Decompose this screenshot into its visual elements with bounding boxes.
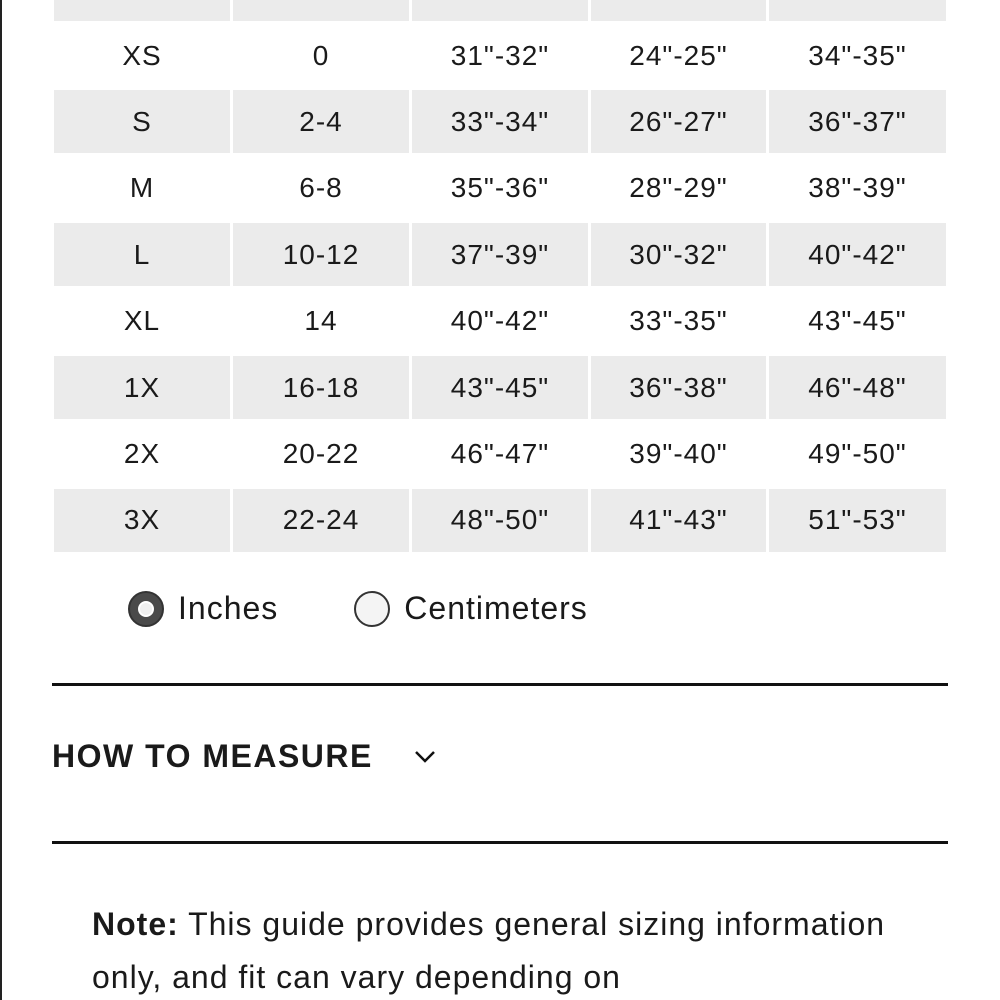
table-cell: 34"-35": [808, 39, 907, 71]
table-cell: [233, 0, 409, 21]
table-cell: 41"-43": [591, 489, 766, 552]
table-cell: 0: [312, 39, 330, 71]
table-row: [54, 354, 946, 420]
table-cell: M: [129, 172, 155, 204]
unit-label-inches: Inches: [178, 590, 279, 626]
radio-unchecked-icon[interactable]: [354, 591, 390, 627]
table-row: [54, 487, 946, 553]
table-cell: 46"-48": [769, 356, 946, 419]
table-cell: 48"-50": [412, 489, 588, 552]
table-row: [54, 222, 946, 288]
table-cell: 30"-32": [591, 223, 766, 286]
table-row: [54, 288, 946, 354]
table-cell: 28"-29": [629, 172, 728, 204]
table-cell: 16-18: [233, 356, 409, 419]
table-cell: XL: [123, 305, 161, 337]
table-cell: 10-12: [233, 223, 409, 286]
table-cell: 2X: [123, 437, 161, 469]
table-cell: 33"-35": [629, 305, 728, 337]
table-cell: L: [54, 223, 230, 286]
table-cell: 43"-45": [808, 305, 907, 337]
unit-toggle: [128, 590, 588, 627]
table-cell: 40"-42": [769, 223, 946, 286]
chevron-down-icon[interactable]: [413, 745, 437, 769]
how-to-measure-toggle[interactable]: [52, 738, 437, 775]
table-cell: 22-24: [233, 489, 409, 552]
unit-option-centimeters[interactable]: [354, 590, 588, 627]
table-cell: 36"-38": [591, 356, 766, 419]
table-row: [54, 0, 946, 22]
table-cell: 14: [304, 305, 338, 337]
table-cell: 33"-34": [412, 90, 588, 153]
table-row: [54, 155, 946, 221]
table-row: [54, 22, 946, 88]
radio-checked-icon[interactable]: [128, 591, 164, 627]
table-cell: 40"-42": [450, 305, 550, 337]
sizing-note: [92, 898, 962, 1000]
how-to-measure-title: HOW TO MEASURE: [52, 738, 373, 774]
note-text: This guide provides general sizing information only, and fit can vary depending on: [92, 906, 886, 995]
table-cell: [54, 0, 230, 21]
table-cell: 46"-47": [450, 437, 550, 469]
table-cell: 20-22: [282, 437, 360, 469]
table-cell: [591, 0, 766, 21]
unit-label-centimeters: Centimeters: [404, 590, 588, 626]
table-cell: 3X: [54, 489, 230, 552]
section-divider: [52, 841, 948, 844]
table-row: [54, 421, 946, 487]
table-cell: XS: [122, 39, 162, 71]
table-cell: 24"-25": [629, 39, 728, 71]
table-row: [54, 89, 946, 155]
table-cell: 39"-40": [629, 437, 728, 469]
left-edge-border: [0, 0, 2, 1000]
table-cell: 38"-39": [808, 172, 907, 204]
table-cell: 49"-50": [808, 437, 907, 469]
table-cell: 37"-39": [412, 223, 588, 286]
table-cell: S: [54, 90, 230, 153]
table-cell: 26"-27": [591, 90, 766, 153]
table-cell: [769, 0, 946, 21]
table-cell: 51"-53": [769, 489, 946, 552]
table-cell: 36"-37": [769, 90, 946, 153]
table-cell: 43"-45": [412, 356, 588, 419]
table-cell: 35"-36": [450, 172, 550, 204]
table-cell: 6-8: [299, 172, 343, 204]
table-cell: 2-4: [233, 90, 409, 153]
note-label: Note:: [92, 906, 179, 942]
size-chart-table: [54, 0, 946, 554]
table-cell: [412, 0, 588, 21]
section-divider: [52, 683, 948, 686]
table-cell: 1X: [54, 356, 230, 419]
table-cell: 31"-32": [450, 39, 550, 71]
unit-option-inches[interactable]: [128, 590, 278, 627]
